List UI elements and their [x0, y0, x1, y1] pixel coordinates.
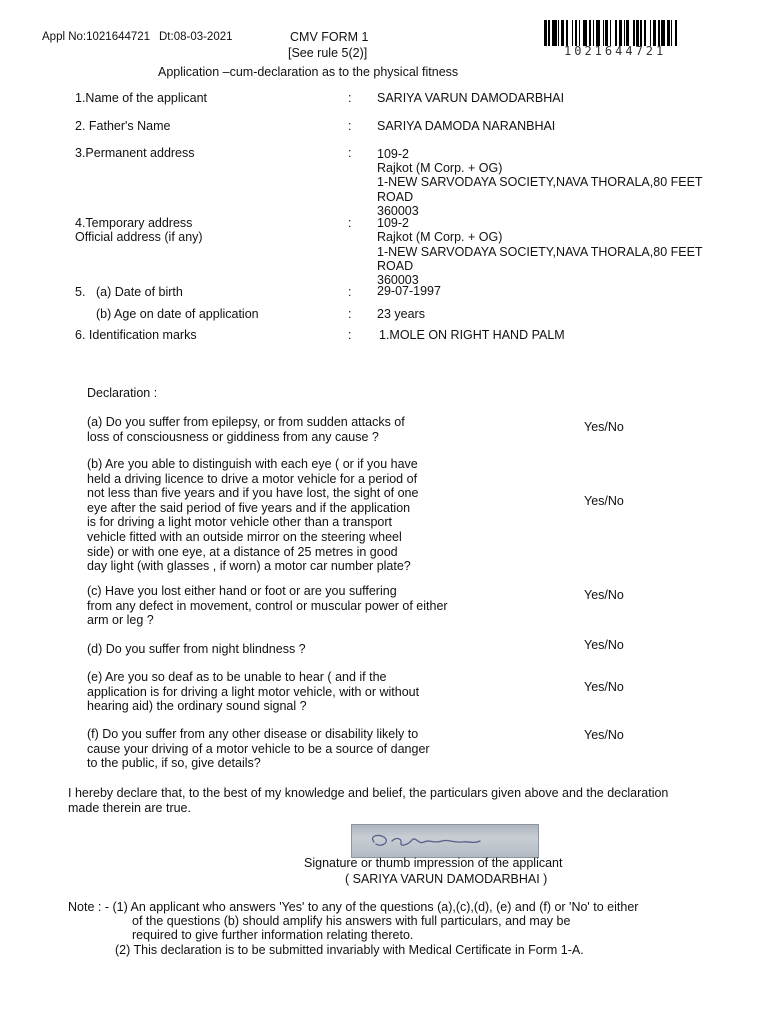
declaration-statement: made therein are true.	[68, 801, 191, 815]
permanent-address-line: 360003	[377, 204, 419, 218]
question-c	[87, 584, 448, 628]
form-title: CMV FORM 1	[290, 30, 369, 44]
answer-b: Yes/No	[584, 494, 624, 508]
dob-colon: :	[348, 285, 352, 299]
answer-c: Yes/No	[584, 588, 624, 602]
identification-marks-value: 1.MOLE ON RIGHT HAND PALM	[379, 328, 565, 342]
signature-scribble	[352, 825, 538, 857]
dob-value: 29-07-1997	[377, 284, 441, 298]
permanent-address-label: 3.Permanent address	[75, 146, 195, 160]
form-subtitle: Application –cum-declaration as to the physical fitness	[158, 65, 459, 79]
question-line: application is for driving a light motor vehicle, with or without	[87, 684, 420, 699]
age-value: 23 years	[377, 307, 425, 321]
permanent-address-line: ROAD	[377, 190, 414, 204]
note-line: of the questions (b) should amplify his answers with full particulars, and may be	[132, 914, 571, 928]
father-value: SARIYA DAMODA NARANBHAI	[377, 119, 556, 133]
question-line: cause your driving of a motor vehicle to be a source of danger	[87, 741, 430, 756]
temporary-address-colon: :	[348, 216, 352, 230]
question-line: to the public, if so, give details?	[87, 756, 261, 771]
question-line: (a) Do you suffer from epilepsy, or from sudden attacks of	[87, 415, 405, 429]
barcode-number: 1021644721	[564, 44, 667, 58]
name-colon: :	[348, 91, 352, 105]
permanent-address-colon: :	[348, 146, 352, 160]
question-e	[87, 670, 419, 714]
question-line: (e) Are you so deaf as to be unable to hear ( and if the	[87, 670, 387, 684]
question-b	[87, 457, 418, 574]
note-line: Note : - (1) An applicant who answers 'Yes' to any of the questions (a),(c),(d), (e) and (f) or 'No' to either	[68, 900, 639, 914]
declaration-heading: Declaration :	[87, 386, 158, 400]
barcode-gap	[677, 20, 678, 46]
question-line: eye after the said period of five years and if the application	[87, 500, 411, 515]
question-line: day light (with glasses , if worn) a motor car number plate?	[87, 559, 411, 574]
application-date: Dt:08-03-2021	[159, 31, 233, 43]
application-number: Appl No:1021644721	[42, 31, 151, 43]
father-label: 2. Father's Name	[75, 119, 171, 133]
temporary-address-line: 109-2	[377, 216, 409, 230]
temporary-address-line: Rajkot (M Corp. + OG)	[377, 230, 503, 244]
question-line: vehicle fitted with an outside mirror on the steering wheel	[87, 529, 402, 544]
question-line: (c) Have you lost either hand or foot or are you suffering	[87, 584, 397, 598]
permanent-address-line: Rajkot (M Corp. + OG)	[377, 161, 503, 175]
question-f	[87, 727, 430, 771]
question-d	[87, 642, 306, 657]
identification-marks-label: 6. Identification marks	[75, 328, 197, 342]
question-line: (f) Do you suffer from any other disease or disability likely to	[87, 727, 419, 741]
temporary-address-line: ROAD	[377, 259, 414, 273]
temporary-address-line: 1-NEW SARVODAYA SOCIETY,NAVA THORALA,80 FEET	[377, 245, 703, 259]
dob-label: (a) Date of birth	[96, 285, 183, 299]
question-line: held a driving licence to drive a motor vehicle for a period of	[87, 471, 418, 486]
answer-e: Yes/No	[584, 680, 624, 694]
official-address-label: Official address (if any)	[75, 230, 203, 244]
father-colon: :	[348, 119, 352, 133]
permanent-address-line: 109-2	[377, 147, 409, 161]
identification-marks-colon: :	[348, 328, 352, 342]
name-value: SARIYA VARUN DAMODARBHAI	[377, 91, 565, 105]
barcode-bars	[544, 20, 720, 46]
dob-number: 5.	[75, 285, 86, 299]
permanent-address-line: 1-NEW SARVODAYA SOCIETY,NAVA THORALA,80 FEET	[377, 175, 703, 189]
barcode	[544, 20, 720, 60]
age-label: (b) Age on date of application	[96, 307, 259, 321]
question-line: from any defect in movement, control or muscular power of either	[87, 598, 448, 613]
question-line: arm or leg ?	[87, 613, 154, 628]
question-line: loss of consciousness or giddiness from any cause ?	[87, 429, 379, 444]
question-line: side) or with one eye, at a distance of 25 metres in good	[87, 544, 398, 559]
question-line: (b) Are you able to distinguish with each eye ( or if you have	[87, 457, 418, 471]
question-line: not less than five years and if you have lost, the sight of one	[87, 486, 419, 501]
question-line: hearing aid) the ordinary sound signal ?	[87, 699, 307, 714]
declaration-statement: I hereby declare that, to the best of my knowledge and belief, the particulars given above and the declaration	[68, 786, 669, 800]
form-rule: [See rule 5(2)]	[288, 46, 368, 60]
answer-d: Yes/No	[584, 638, 624, 652]
temporary-address-label: 4.Temporary address	[75, 216, 193, 230]
age-colon: :	[348, 307, 352, 321]
note-line: required to give further information relating thereto.	[132, 928, 414, 942]
temporary-address-line: 360003	[377, 273, 419, 287]
question-line: (d) Do you suffer from night blindness ?	[87, 642, 306, 656]
answer-f: Yes/No	[584, 728, 624, 742]
question-a	[87, 415, 405, 444]
name-label: 1.Name of the applicant	[75, 91, 208, 105]
answer-a: Yes/No	[584, 420, 624, 434]
note-line: (2) This declaration is to be submitted invariably with Medical Certificate in Form 1-A.	[115, 943, 584, 957]
question-line: is for driving a light motor vehicle other than a transport	[87, 515, 393, 530]
signature-name: ( SARIYA VARUN DAMODARBHAI )	[345, 872, 548, 886]
signature-label: Signature or thumb impression of the applicant	[304, 856, 563, 870]
signature-image	[351, 824, 539, 858]
